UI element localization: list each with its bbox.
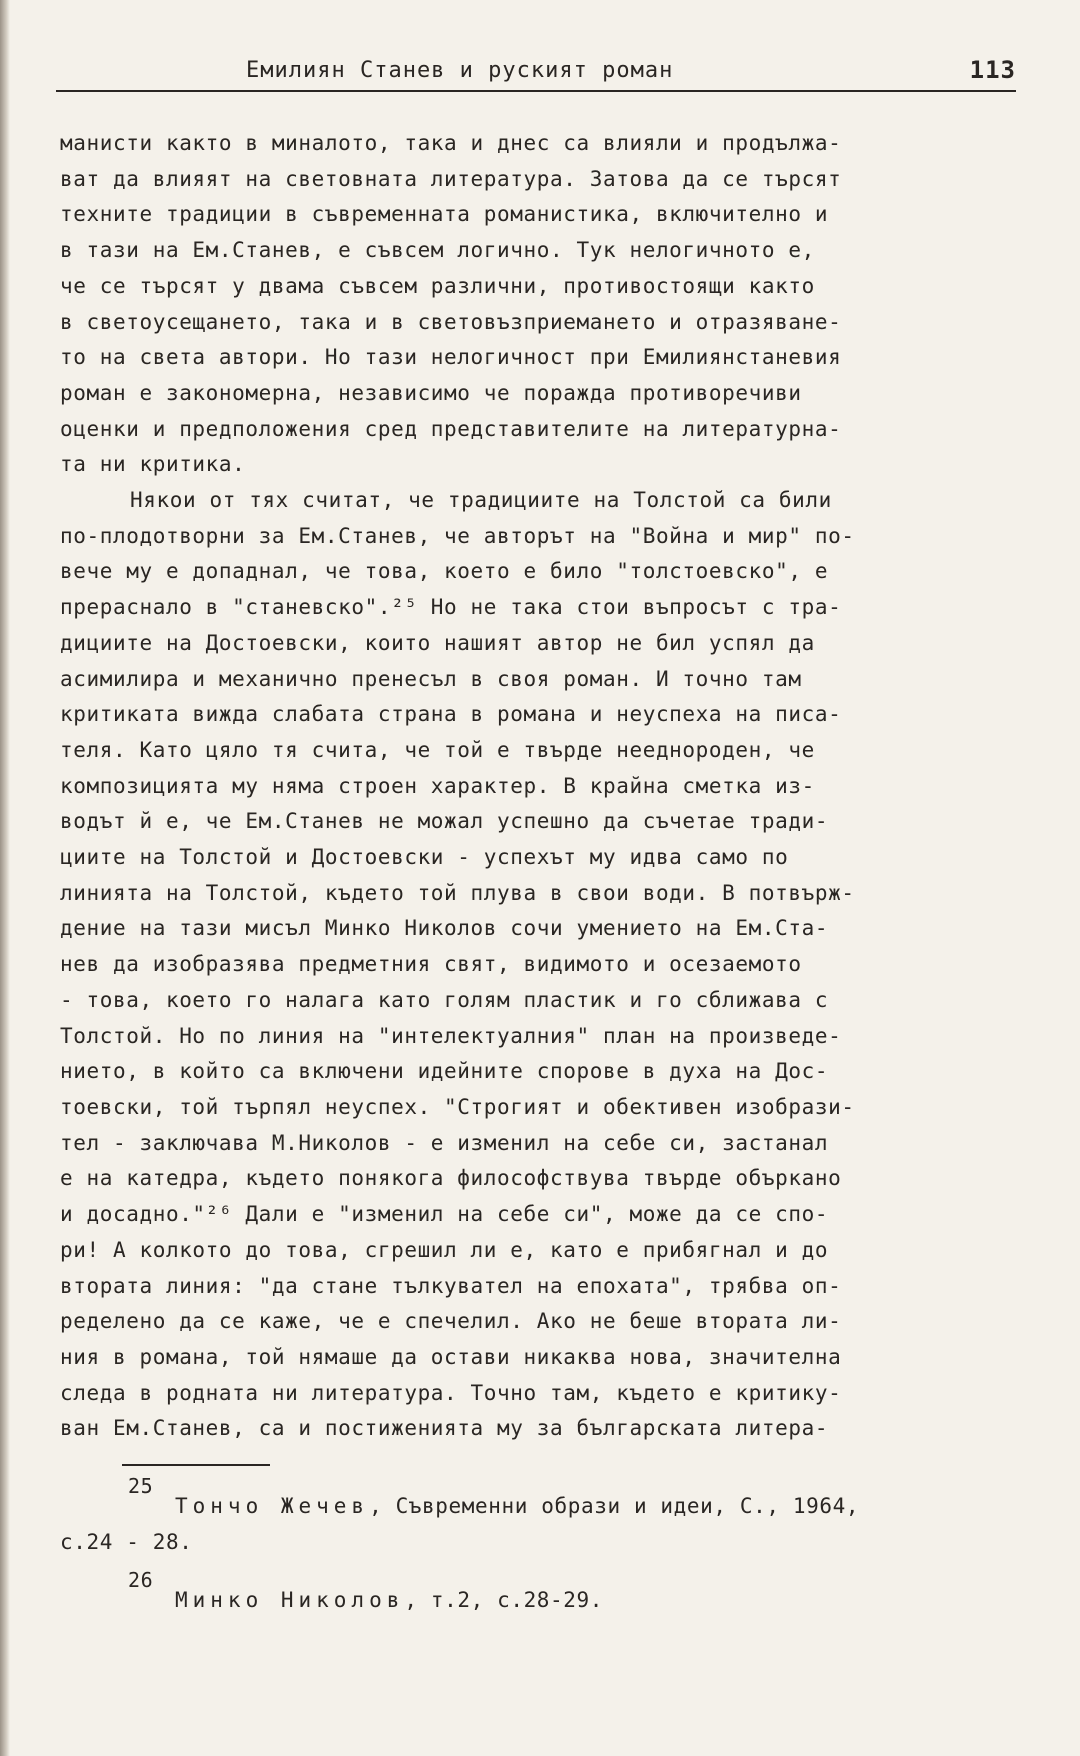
footnote-line [60, 1568, 1024, 1618]
footnote-author: Минко Николов [175, 1588, 405, 1612]
footnote-text: , т.2, с.28-29. [404, 1588, 604, 1612]
body-line: техните традиции в съвременната романистика, включително и [60, 202, 829, 227]
body-line: роман е закономерна, независимо че поражда противоречиви [60, 380, 802, 405]
footnote-line [60, 1474, 1024, 1524]
body-line: в светоусещането, така и в световъзприемането и отразяване- [60, 309, 842, 334]
body-line: че се търсят у двама съвсем различни, противостоящи както [60, 273, 815, 298]
footnote-marker: 26 [128, 1568, 154, 1592]
body-line: тоевски, той търпял неуспех. "Строгият и обективен изобрази- [60, 1094, 855, 1119]
body-line: оценки и предположения сред представителите на литературна- [60, 416, 842, 441]
footnote-author: Тончо Жечев [175, 1494, 370, 1518]
footnotes [60, 1474, 1024, 1618]
body-line: ния в романа, той нямаше да остави никаква нова, значителна [60, 1344, 842, 1369]
body-line: асимилира и механично пренесъл в своя роман. И точно там [60, 666, 802, 691]
body-line: тел - заключава М.Николов - е изменил на себе си, застанал [60, 1130, 829, 1155]
body-line: теля. Като цяло тя счита, че той е твърде нееднороден, че [60, 737, 815, 762]
body-line: втората линия: "да стане тълкувател на епохата", трябва оп- [60, 1273, 842, 1298]
body-line: ват да влияят на световната литература. Затова да се търсят [60, 166, 842, 191]
footnote-marker: 25 [128, 1474, 154, 1498]
page-edge [0, 0, 10, 1756]
footnote-26 [60, 1568, 1024, 1618]
body-line: линията на Толстой, където той плува в свои води. В потвърж- [60, 880, 855, 905]
footnote-25 [60, 1474, 1024, 1560]
body-line: дение на тази мисъл Минко Николов сочи умението на Ем.Ста- [60, 916, 829, 941]
page-number: 113 [969, 56, 1016, 84]
body-line: манисти както в миналото, така и днес са влияли и продължа- [60, 131, 842, 155]
body-line: и досадно."²⁶ Дали е "изменил на себе си", може да се спо- [60, 1202, 829, 1227]
body-line: водът й е, че Ем.Станев не можал успешно да съчетае тради- [60, 809, 829, 834]
body-line: композицията му няма строен характер. В крайна сметка из- [60, 773, 815, 798]
header-title: Емилиян Станев и руският роман [246, 58, 674, 83]
body-line: та ни критика. [60, 452, 246, 477]
paragraph-start-line: Някои от тях считат, че традициите на Толстой са били [130, 488, 832, 513]
body-line: в тази на Ем.Станев, е съвсем логично. Тук нелогичното е, [60, 238, 815, 263]
body-line: ван Ем.Станев, са и постиженията му за българската литера- [60, 1416, 829, 1441]
body-line: е на катедра, където понякога философствува твърде объркано [60, 1166, 842, 1191]
body-line: то на света автори. Но тази нелогичност при Емилиянстаневия [60, 345, 842, 370]
body-line: прераснало в "станевско".²⁵ Но не така стои въпросът с тра- [60, 595, 842, 620]
footnote-continuation: с.24 - 28. [60, 1530, 193, 1554]
body-line: по-плодотворни за Ем.Станев, че авторът на "Война и мир" по- [60, 523, 855, 548]
body-line: дициите на Достоевски, които нашият автор не бил успял да [60, 630, 815, 655]
body-text [60, 126, 1024, 1447]
body-line: ределено да се каже, че е спечелил. Ако не беше втората ли- [60, 1309, 842, 1334]
body-line: нев да изобразява предметния свят, видимото и осезаемото [60, 952, 802, 977]
body-line: циите на Толстой и Достоевски - успехът му идва само по [60, 845, 789, 870]
body-line: Толстой. Но по линия на "интелектуалния" план на произведе- [60, 1023, 842, 1048]
footnote-rule [122, 1464, 270, 1466]
body-line: ри! А колкото до това, сгрешил ли е, като е прибягнал и до [60, 1237, 829, 1262]
running-header [56, 56, 1016, 92]
body-line: - това, което го налага като голям пластик и го сближава с [60, 987, 829, 1012]
body-line: критиката вижда слабата страна в романа и неуспеха на писа- [60, 702, 842, 727]
body-line: следа в родната ни литература. Точно там, където е критику- [60, 1380, 842, 1405]
footnote-text: , Съвременни образи и идеи, С., 1964, [369, 1494, 860, 1518]
body-line: вече му е допаднал, че това, което е било "толстоевско", е [60, 559, 829, 584]
body-line: нието, в който са включени идейните спорове в духа на Дос- [60, 1059, 829, 1084]
